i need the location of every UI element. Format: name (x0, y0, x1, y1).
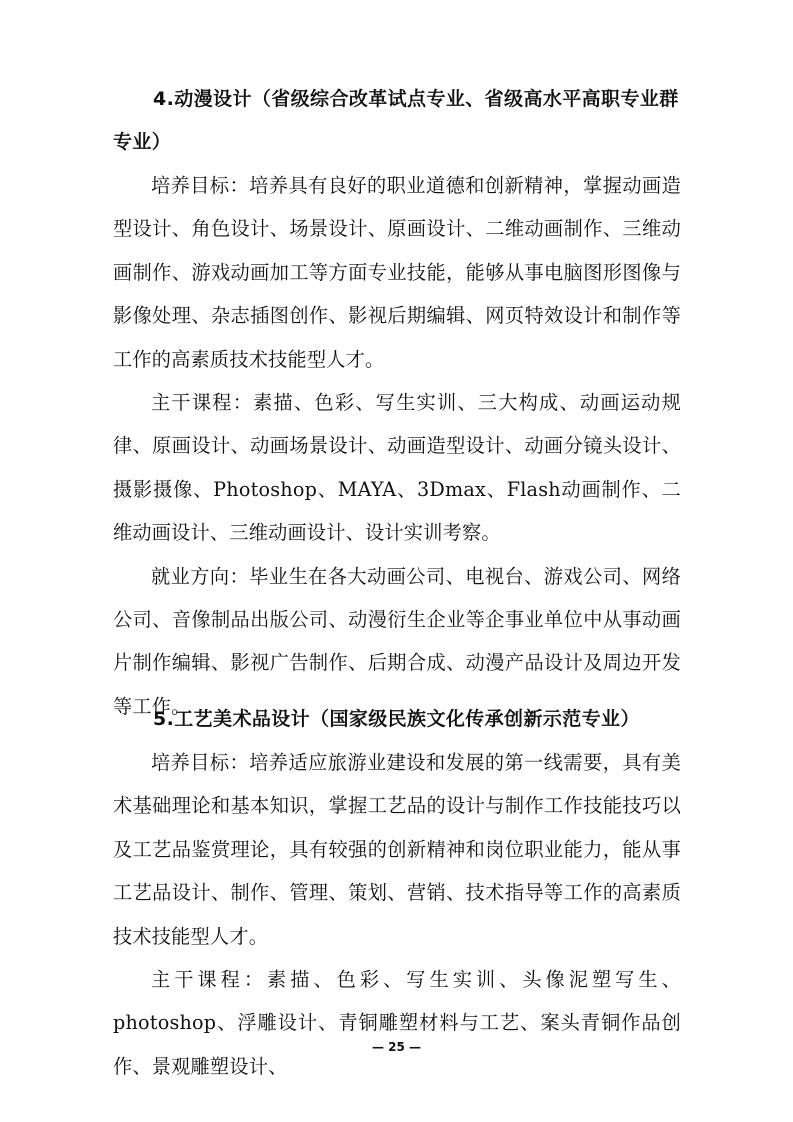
page-number: — 25 — (371, 1040, 422, 1054)
section-animation-design (113, 78, 681, 728)
paragraph-employment: 就业方向：毕业生在各大动画公司、电视台、游戏公司、网络公司、音像制品出版公司、动漫衍生企业等企事业单位中从事动画片制作编辑、影视广告制作、后期合成、动漫产品设计及周边开发等工作。 (113, 564, 681, 718)
section-heading: 4.动漫设计（省级综合改革试点专业、省级高水平高职专业群专业） (113, 88, 679, 153)
paragraph-training-goal: 培养目标：培养适应旅游业建设和发展的第一线需要，具有美术基础理论和基本知识，掌握工艺品的设计与制作工作技能技巧以及工艺品鉴赏理论，具有较强的创新精神和岗位职业能力，能从事工艺品设计、制作、管理、策划、营销、技术指导等工作的高素质技术技能型人才。 (113, 751, 681, 948)
paragraph-training-goal: 培养目标：培养具有良好的职业道德和创新精神，掌握动画造型设计、角色设计、场景设计、原画设计、二维动画制作、三维动画制作、游戏动画加工等方面专业技能，能够从事电脑图形图像与影像处理、杂志插图创作、影视后期编辑、网页特效设计和制作等工作的高素质技术技能型人才。 (113, 174, 681, 371)
section-heading: 5.工艺美术品设计（国家级民族文化传承创新示范专业） (153, 708, 640, 730)
paragraph-main-courses: 主干课程：素描、色彩、写生实训、三大构成、动画运动规律、原画设计、动画场景设计、动画造型设计、动画分镜头设计、摄影摄像、Photoshop、MAYA、3Dmax、Flash动画制作、二维动画设计、三维动画设计、设计实训考察。 (113, 391, 681, 545)
paragraph-main-courses: 主干课程：素描、色彩、写生实训、头像泥塑写生、photoshop、浮雕设计、青铜雕塑材料与工艺、案头青铜作品创作、景观雕塑设计、 (113, 968, 681, 1078)
section-craft-art-design (113, 698, 681, 1088)
